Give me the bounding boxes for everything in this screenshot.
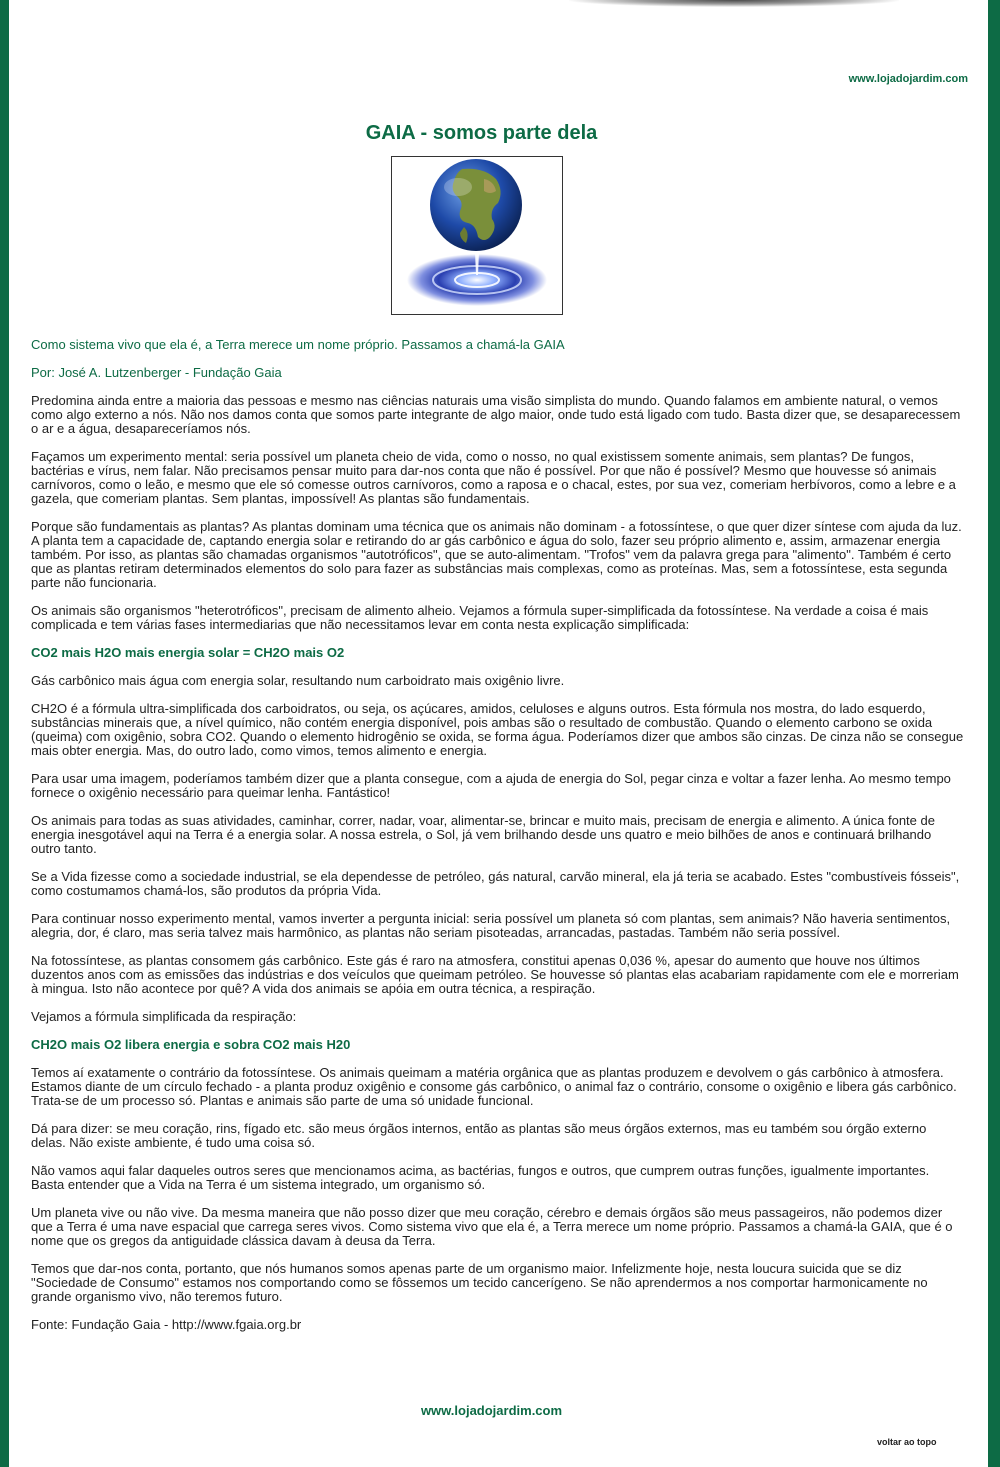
page-container	[9, 0, 988, 1467]
paragraph: Temos que dar-nos conta, portanto, que nós humanos somos apenas parte de um organismo maior. Infelizmente hoje, nesta loucura suicida que se diz "Sociedade de Consumo" estamos nos comportando como se fôssemos um tecido cancerígeno. Se não aprendermos a nos comportar harmonicamente no grande organismo vivo, não teremos futuro.	[31, 1261, 928, 1304]
article-intro: Como sistema vivo que ela é, a Terra merece um nome próprio. Passamos a chamá-la GAIA	[31, 337, 565, 352]
paragraph: Façamos um experimento mental: seria possível um planeta cheio de vida, como o nosso, no qual existissem somente animais, sem plantas? De fungos, bactérias e vírus, nem falar. Não precisamos pensar muito para dar-nos conta que não é possível. Por que não é possível? Mesmo que houvesse só animais carnívoros, como o leão, e mesmo que ele só comesse outros carnívoros, como a raposa e o chacal, estes, por sua vez, comeriam herbívoros, como a lebre e a gazela, que comeriam plantas. Sem plantas, impossível! As plantas são fundamentais.	[31, 449, 956, 506]
site-link-top[interactable]: www.lojadojardim.com	[848, 73, 968, 85]
article-byline: Por: José A. Lutzenberger - Fundação Gaia	[31, 365, 282, 380]
earth-globe-icon	[392, 157, 562, 314]
paragraph: Se a Vida fizesse como a sociedade industrial, se ela dependesse de petróleo, gás natural, carvão mineral, ela já teria se acabado. Estes "combustíveis fósseis", como costumamos chamá-los, são produtos da própria Vida.	[31, 869, 960, 898]
paragraph: Um planeta vive ou não vive. Da mesma maneira que não posso dizer que meu coração, cérebro e demais órgãos são meus passageiros, não podemos dizer que a Terra é uma nave espacial que carrega seres vivos. Como sistema vivo que ela é, a Terra merece um nome próprio. Passamos a chamá-la GAIA, que é o nome que os gregos da antiguidade clássica davam à deusa da Terra.	[31, 1205, 953, 1248]
page-title: GAIA - somos parte dela	[365, 122, 598, 144]
top-shadow	[569, 0, 899, 7]
paragraph: Não vamos aqui falar daqueles outros seres que mencionamos acima, as bactérias, fungos e outros, que cumprem outras funções, igualmente importantes. Basta entender que a Vida na Terra é um sistema integrado, um organismo só.	[31, 1163, 930, 1192]
paragraph: Os animais são organismos "heterotróficos", precisam de alimento alheio. Vejamos a fórmula super-simplificada da fotossíntese. Na verdade a coisa é mais complicada e tem várias fases intermediarias que não necessitamos levar em conta nesta explicação simplificada:	[31, 603, 929, 632]
paragraph: Na fotossíntese, as plantas consomem gás carbônico. Este gás é raro na atmosfera, constitui apenas 0,036 %, apesar do aumento que houve nos últimos duzentos anos com as emissões das indústrias e dos veículos que queimam petróleo. Se houvesse só plantas elas acabariam rapidamente com ele e morreriam à mingua. Isto não acontece por quê? A vida dos animais se apóia em outra técnica, a respiração.	[31, 953, 959, 996]
back-to-top-link[interactable]: voltar ao topo	[877, 1437, 937, 1447]
photosynthesis-formula: CO2 mais H2O mais energia solar = CH2O mais O2	[31, 645, 345, 660]
paragraph: Dá para dizer: se meu coração, rins, fígado etc. são meus órgãos internos, então as plantas são meus órgãos externos, mas eu também sou órgão externo delas. Não existe ambiente, é tudo uma coisa só.	[31, 1121, 927, 1150]
paragraph: Para usar uma imagem, poderíamos também dizer que a planta consegue, com a ajuda de energia do Sol, pegar cinza e voltar a fazer lenha. Ao mesmo tempo fornece o oxigênio necessário para queimar lenha. Fantástico!	[31, 771, 951, 800]
paragraph: Gás carbônico mais água com energia solar, resultando num carboidrato mais oxigênio livre.	[31, 673, 565, 688]
paragraph: Porque são fundamentais as plantas? As plantas dominam uma técnica que os animais não dominam - a fotossíntese, o que quer dizer síntese com ajuda da luz. A planta tem a capacidade de, captando energia solar e retirando do ar gás carbônico e água do solo, fazer seu próprio alimento e, assim, armazenar energia também. Por isso, as plantas são chamadas organismos "autotróficos", que se auto-alimentam. "Trofos" vem da palavra grega para "alimento". Também é certo que as plantas retiram determinados elementos do solo para fazer as substâncias mais complexas, como as proteínas. Mas, sem a fotossíntese, esta segunda parte não funcionaria.	[31, 519, 962, 590]
earth-globe-image	[391, 156, 563, 315]
article-body	[31, 338, 964, 1346]
source-line: Fonte: Fundação Gaia - http://www.fgaia.org.br	[31, 1317, 302, 1332]
respiration-formula: CH2O mais O2 libera energia e sobra CO2 mais H20	[31, 1037, 351, 1052]
site-link-bottom[interactable]: www.lojadojardim.com	[420, 1403, 563, 1418]
paragraph: Para continuar nosso experimento mental, vamos inverter a pergunta inicial: seria possível um planeta só com plantas, sem animais? Não haveria sentimentos, alegria, dor, é claro, mas seria talvez mais harmônico, as plantas não seriam pisoteadas, arrancadas, pastadas. Também não seria possível.	[31, 911, 951, 940]
paragraph: Predomina ainda entre a maioria das pessoas e mesmo nas ciências naturais uma visão simplista do mundo. Quando falamos em ambiente natural, o vemos como algo externo a nós. Não nos damos conta que somos parte integrante de algo maior, onde tudo está ligado com tudo. Basta dizer que, se desaparecessem o ar e a água, desapareceríamos nós.	[31, 393, 961, 436]
paragraph: Os animais para todas as suas atividades, caminhar, correr, nadar, voar, alimentar-se, brincar e muito mais, precisam de energia e alimento. A única fonte de energia inesgotável aqui na Terra é a energia solar. A nossa estrela, o Sol, já vem brilhando desde uns quatro e meio bilhões de anos e continuará brilhando outro tanto.	[31, 813, 935, 856]
paragraph: Temos aí exatamente o contrário da fotossíntese. Os animais queimam a matéria orgânica que as plantas produzem e devolvem o gás carbônico à atmosfera. Estamos diante de um círculo fechado - a planta produz oxigênio e consome gás carbônico, o animal faz o contrário, consome o oxigênio e libera gás carbônico. Trata-se de um processo só. Plantas e animais são parte de uma só unidade funcional.	[31, 1065, 957, 1108]
paragraph: CH2O é a fórmula ultra-simplificada dos carboidratos, ou seja, os açúcares, amidos, celuloses e alguns outros. Esta fórmula nos mostra, do lado esquerdo, substâncias minerais que, a nível químico, não contém energia disponível, pois ambas são o resultado de combustão. Quando o elemento carbono se oxida (queima) com oxigênio, sobra CO2. Quando o elemento hidrogênio se oxida, se forma água. Poderíamos dizer que ambos são cinzas. De cinza não se consegue mais obter energia. Mas, do outro lado, como vimos, temos alimento e energia.	[31, 701, 964, 758]
paragraph: Vejamos a fórmula simplificada da respiração:	[31, 1009, 297, 1024]
